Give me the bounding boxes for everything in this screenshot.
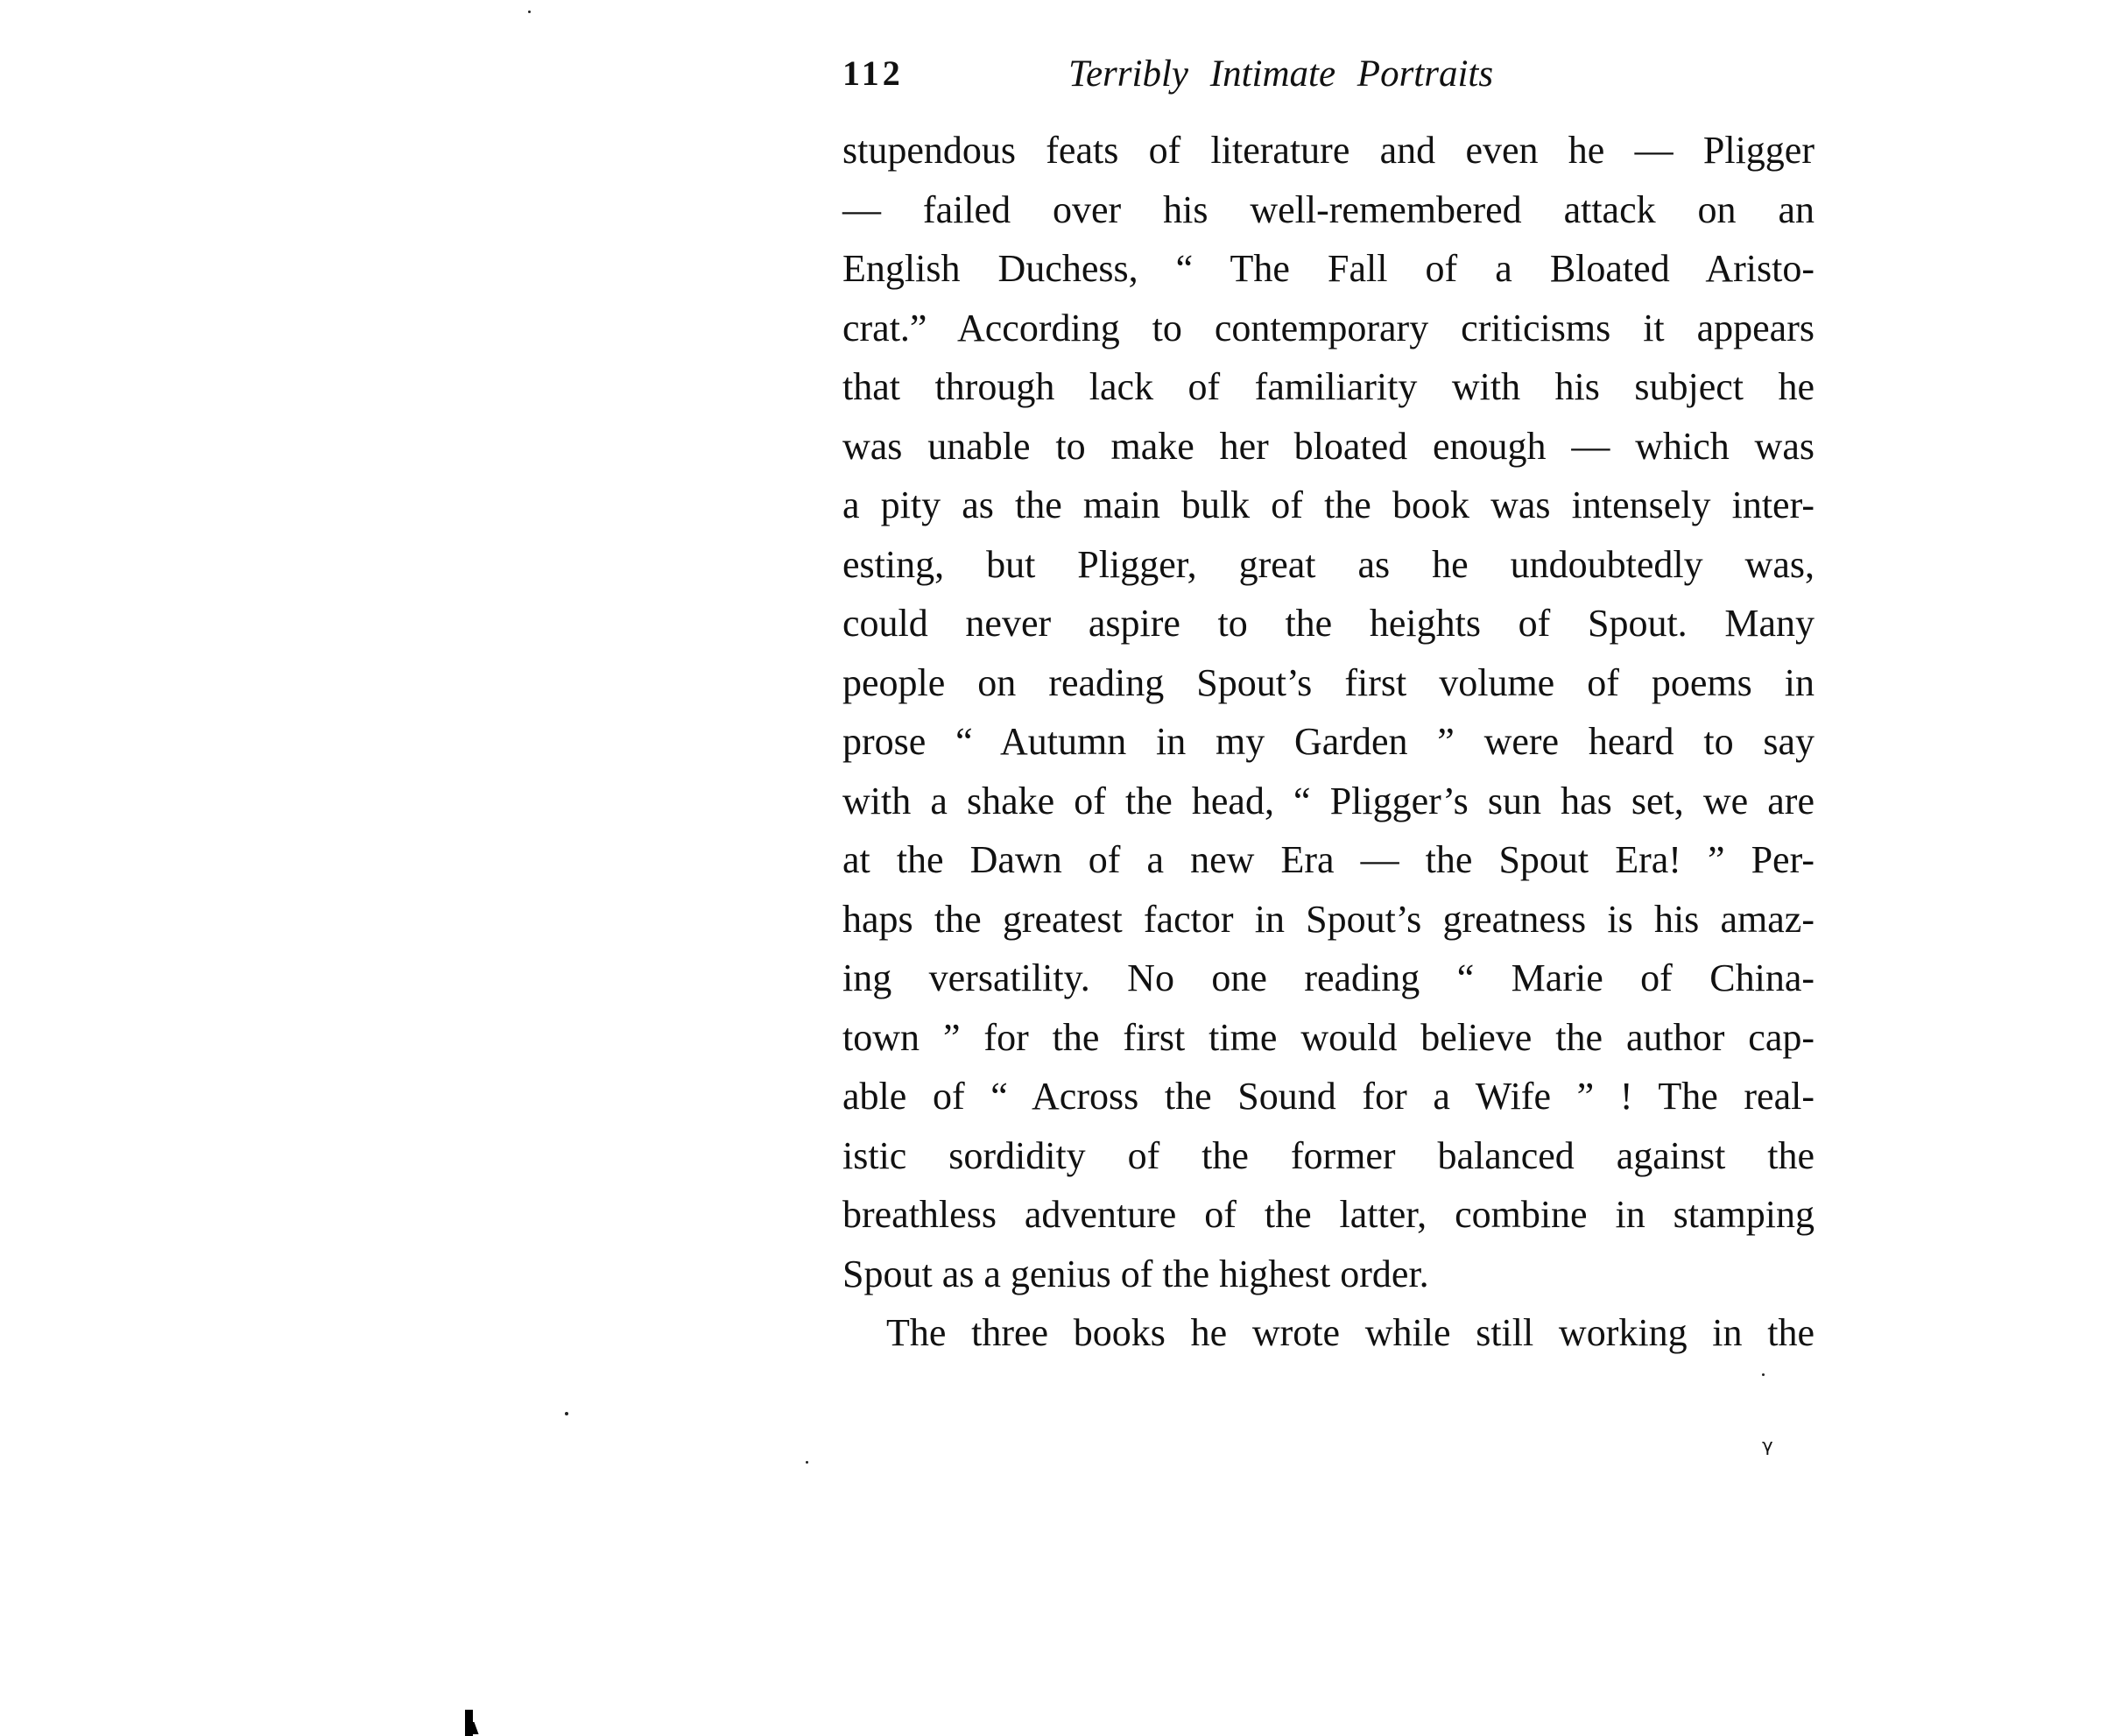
text-line: town ” for the first time would believe the author cap- [842, 1015, 1815, 1059]
body-text [842, 121, 1815, 1363]
paragraph-start-line: The three books he wrote while still working in the [886, 1311, 1815, 1354]
text-line: prose “ Autumn in my Garden ” were heard to say [842, 720, 1815, 763]
scan-speck [565, 1412, 568, 1415]
text-line: breathless adventure of the latter, combine in stamping [842, 1193, 1815, 1236]
text-line: English Duchess, “ The Fall of a Bloated Aristo- [842, 247, 1815, 290]
scan-mark [465, 1710, 473, 1736]
text-line: haps the greatest factor in Spout’s greatness is his amaz- [842, 897, 1815, 941]
page-header [842, 53, 1815, 105]
text-line: with a shake of the head, “ Pligger’s sun has set, we are [842, 779, 1815, 822]
scan-speck [528, 11, 531, 13]
text-line: istic sordidity of the former balanced against the [842, 1133, 1815, 1177]
text-line: crat.” According to contemporary criticisms it appears [842, 306, 1815, 349]
text-line: could never aspire to the heights of Spout. Many [842, 602, 1815, 645]
text-line: that through lack of familiarity with his subject he [842, 365, 1815, 408]
text-line: — failed over his well-remembered attack on an [842, 187, 1815, 231]
text-line: stupendous feats of literature and even he — Pligger [842, 129, 1815, 172]
corner-glyph: ᵞ [1762, 1434, 1773, 1469]
text-line: ing versatility. No one reading “ Marie of China- [842, 956, 1815, 999]
running-title: Terribly Intimate Portraits [1068, 53, 1494, 95]
scan-speck [806, 1461, 808, 1464]
text-line: was unable to make her bloated enough — which was [842, 424, 1815, 468]
text-line: people on reading Spout’s first volume of poems in [842, 660, 1815, 704]
text-line: able of “ Across the Sound for a Wife ” ! The real- [842, 1075, 1815, 1118]
scan-speck [1762, 1373, 1765, 1376]
text-line: esting, but Pligger, great as he undoubtedly was, [842, 542, 1815, 586]
text-line: a pity as the main bulk of the book was intensely inter- [842, 483, 1815, 526]
page-number: 112 [842, 53, 904, 93]
paragraph-end-line: Spout as a genius of the highest order. [842, 1252, 1429, 1295]
text-line: at the Dawn of a new Era — the Spout Era! ” Per- [842, 838, 1815, 881]
